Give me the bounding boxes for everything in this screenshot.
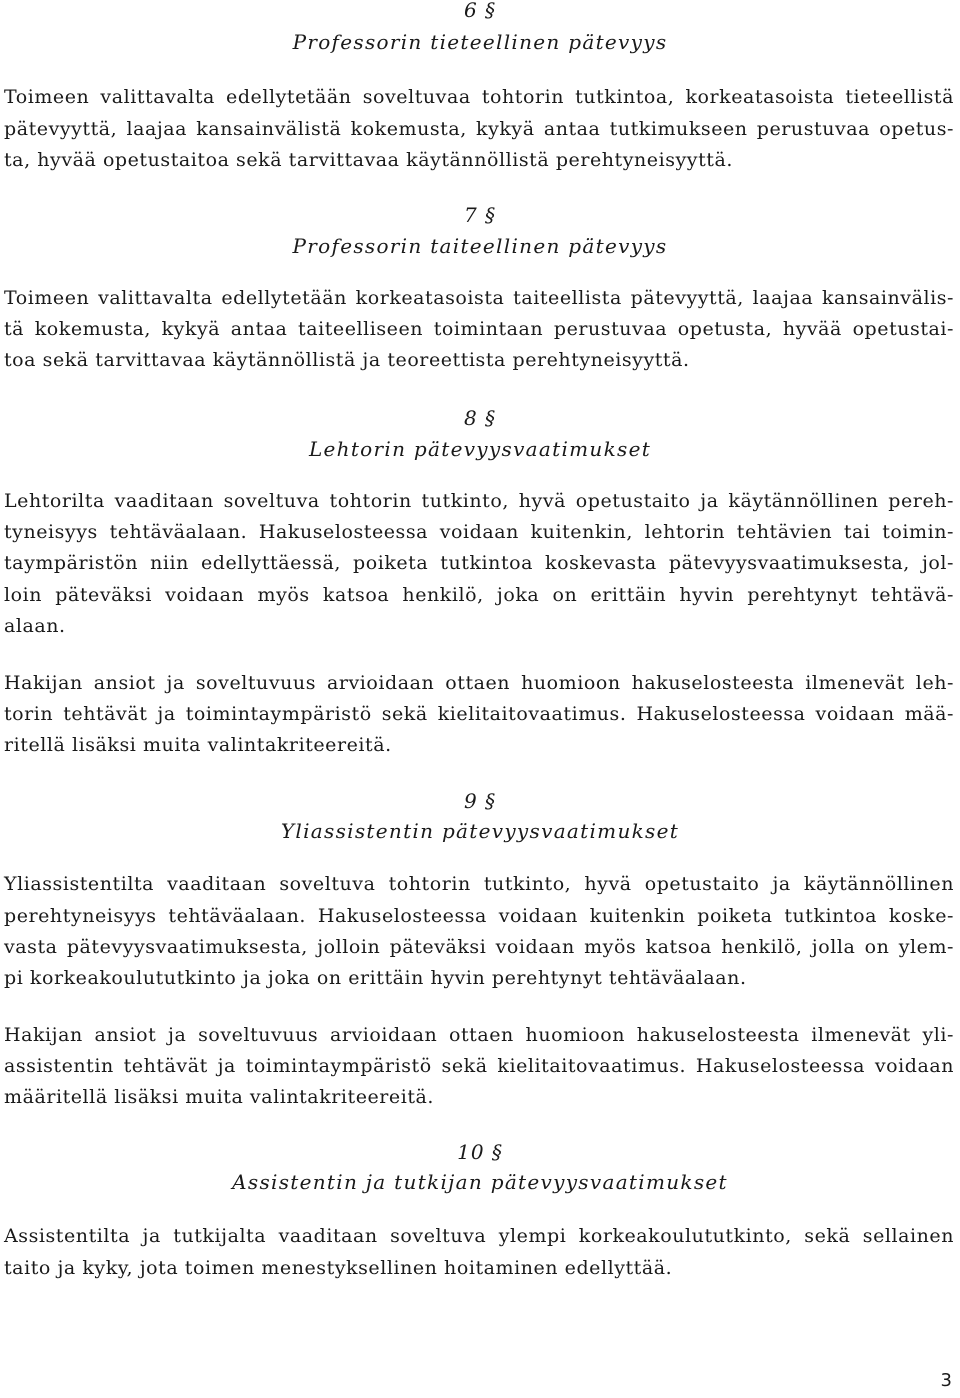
section-title: Yliassistentin pätevyysvaatimukset <box>280 819 680 843</box>
paragraph-line: Assistentilta ja tutkijalta vaaditaan soveltuva ylempi korkeakoulututkinto, sekä sellainen <box>4 1225 954 1247</box>
paragraph-line: torin tehtävät ja toimintaympäristö sekä kielitaitovaatimus. Hakuselosteessa voidaan mää- <box>4 703 954 725</box>
section-title: Professorin taiteellinen pätevyys <box>292 234 668 258</box>
paragraph-line: taito ja kyky, jota toimen menestyksellinen hoitaminen edellyttää. <box>4 1257 673 1279</box>
paragraph-line: Toimeen valittavalta edellytetään korkeatasoista taiteellista pätevyyttä, laajaa kansainvälis- <box>4 287 954 309</box>
paragraph-line: tyneisyys tehtäväalaan. Hakuselosteessa voidaan kuitenkin, lehtorin tehtävien tai toimin- <box>4 521 954 543</box>
paragraph-line: Hakijan ansiot ja soveltuvuus arvioidaan ottaen huomioon hakuselosteesta ilmenevät leh- <box>4 672 954 694</box>
paragraph-line: määritellä lisäksi muita valintakriteereitä. <box>4 1086 434 1108</box>
paragraph-line: Yliassistentilta vaaditaan soveltuva tohtorin tutkinto, hyvä opetustaito ja käytännöllinen <box>4 873 954 895</box>
paragraph-line: toa sekä tarvittavaa käytännöllistä ja teoreettista perehtyneisyyttä. <box>4 349 690 371</box>
section-number: 8 § <box>463 406 497 430</box>
section-number: 10 § <box>457 1140 503 1164</box>
paragraph-line: perehtyneisyys tehtäväalaan. Hakuselosteessa voidaan kuitenkin poiketa tutkintoa koske- <box>4 905 954 927</box>
section-number: 7 § <box>463 203 497 227</box>
section-title: Assistentin ja tutkijan pätevyysvaatimukset <box>232 1170 728 1194</box>
paragraph-line: Lehtorilta vaaditaan soveltuva tohtorin tutkinto, hyvä opetustaito ja käytännöllinen pereh- <box>4 490 954 512</box>
paragraph-line: Toimeen valittavalta edellytetään soveltuvaa tohtorin tutkintoa, korkeatasoista tieteellistä <box>4 86 954 108</box>
paragraph-line: tä kokemusta, kykyä antaa taiteelliseen toimintaan perustuvaa opetusta, hyvää opetustai- <box>4 318 954 340</box>
section-title: Lehtorin pätevyysvaatimukset <box>308 437 652 461</box>
paragraph-line: pätevyyttä, laajaa kansainvälistä kokemusta, kykyä antaa tutkimukseen perustuvaa opetus- <box>4 118 954 140</box>
paragraph-line: ta, hyvää opetustaitoa sekä tarvittavaa käytännöllistä perehtyneisyyttä. <box>4 149 733 171</box>
page-number: 3 <box>940 1370 952 1391</box>
paragraph-line: taympäristön niin edellyttäessä, poiketa tutkintoa koskevasta pätevyysvaatimuksesta, jol- <box>4 552 954 574</box>
section-title: Professorin tieteellinen pätevyys <box>292 30 668 54</box>
paragraph-line: pi korkeakoulututkinto ja joka on erittäin hyvin perehtynyt tehtäväalaan. <box>4 967 747 989</box>
paragraph-line: ritellä lisäksi muita valintakriteereitä. <box>4 734 392 756</box>
paragraph-line: assistentin tehtävät ja toimintaympäristö sekä kielitaitovaatimus. Hakuselosteessa voidaan <box>4 1055 954 1077</box>
paragraph-line: Hakijan ansiot ja soveltuvuus arvioidaan ottaen huomioon hakuselosteesta ilmenevät yli- <box>4 1024 954 1046</box>
section-number: 9 § <box>463 789 497 813</box>
section-number: 6 § <box>463 0 497 22</box>
paragraph-line: alaan. <box>4 615 66 637</box>
paragraph-line: loin päteväksi voidaan myös katsoa henkilö, joka on erittäin hyvin perehtynyt tehtävä- <box>4 584 954 606</box>
paragraph-line: vasta pätevyysvaatimuksesta, jolloin päteväksi voidaan myös katsoa henkilö, jolla on ylem- <box>4 936 954 958</box>
